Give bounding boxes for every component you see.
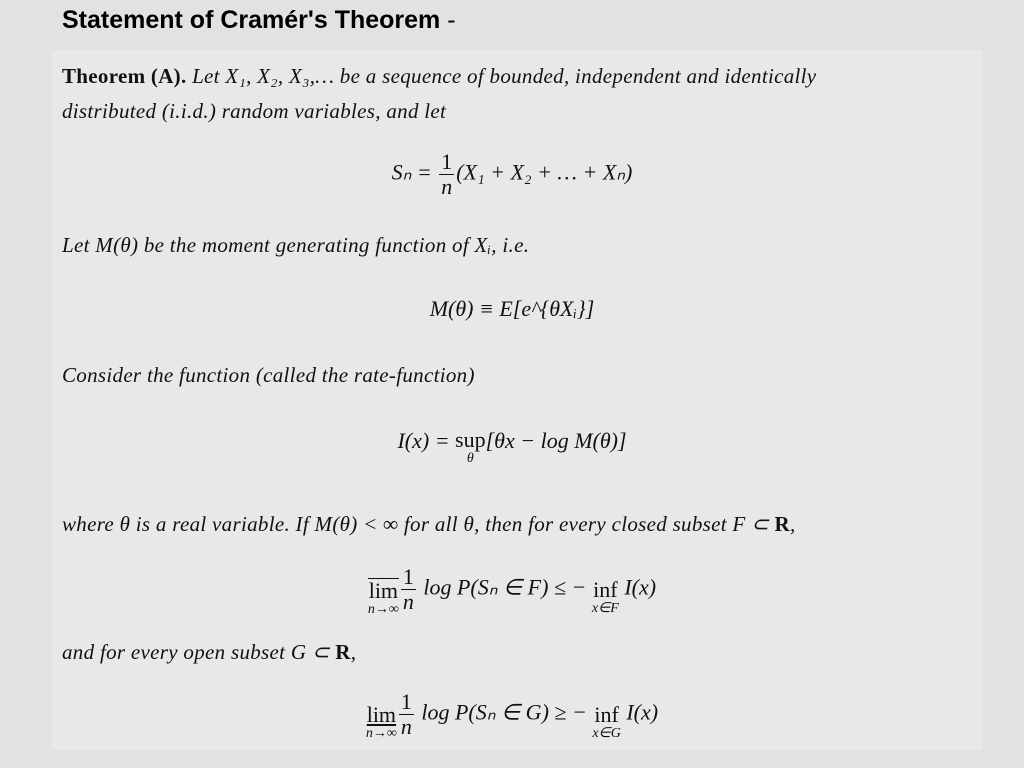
theorem-line-5-comma: , (790, 512, 796, 536)
theorem-line-4: Consider the function (called the rate-function) (62, 363, 475, 387)
equation-closed-bound (0, 565, 1024, 617)
equation-open-denominator: n (400, 714, 412, 739)
equation-closed-inf-op: inf (593, 577, 618, 602)
theorem-line-5 (62, 512, 796, 537)
equation-open-fraction (399, 690, 414, 739)
equation-closed-lim-sub: n→∞ (367, 602, 399, 617)
equation-open-right: I(x) (620, 699, 659, 725)
equation-sn-fraction (439, 150, 454, 199)
equation-open-inf-op: inf (594, 702, 619, 727)
equation-open-middle: log P(Sₙ ∈ G) ≥ − (415, 699, 593, 725)
equation-closed-denominator: n (402, 589, 414, 614)
theorem-line-5-reals: R (774, 512, 791, 536)
equation-closed-middle: log P(Sₙ ∈ F) ≤ − (417, 574, 592, 600)
equation-closed-numerator: 1 (402, 564, 414, 589)
equation-closed-inf-sub: x∈F (591, 601, 619, 616)
equation-closed-limsup (368, 565, 399, 617)
equation-open-lim-op: lim (366, 702, 397, 727)
slide-title-dash: - (447, 6, 456, 34)
equation-open-lim-sub: n→∞ (365, 726, 397, 741)
theorem-line-6-text: and for every open subset G ⊂ (62, 640, 336, 664)
equation-rate-right: [θx − log M(θ)] (485, 428, 627, 453)
equation-rate-sup-op: sup (455, 427, 486, 452)
theorem-line-1-text: Let X₁, X₂, X₃,… be a sequence of bounded, independent and identically (186, 64, 817, 88)
equation-sn-left: Sₙ = (391, 159, 438, 185)
theorem-line-6 (62, 640, 356, 665)
theorem-heading: Theorem (A). (62, 64, 187, 88)
equation-sn-right: (X₁ + X₂ + … + Xₙ) (456, 159, 633, 185)
equation-open-liminf (366, 690, 397, 741)
equation-mgf-text: M(θ) ≡ E[e^{θXᵢ}] (429, 296, 595, 321)
equation-closed-fraction (401, 565, 416, 614)
theorem-line-6-comma: , (350, 640, 357, 664)
slide-title-text: Statement of Cramér's Theorem (62, 6, 441, 34)
equation-closed-right: I(x) (618, 574, 657, 600)
equation-rate-sup (455, 428, 486, 466)
equation-mgf (0, 296, 1024, 322)
equation-open-numerator: 1 (400, 689, 412, 714)
equation-sn-numerator: 1 (441, 149, 453, 174)
theorem-line-2: distributed (i.i.d.) random variables, and let (62, 99, 447, 123)
equation-open-inf-sub: x∈G (592, 726, 621, 741)
theorem-line-6-reals: R (335, 640, 351, 664)
equation-sn-denominator: n (441, 174, 453, 199)
equation-rate-sup-sub: θ (466, 451, 474, 466)
equation-sn (0, 150, 1024, 199)
equation-open-inf (592, 690, 621, 741)
slide-title (62, 6, 456, 35)
theorem-line-3: Let M(θ) be the moment generating function of Xᵢ, i.e. (62, 233, 530, 257)
equation-closed-lim-op: lim (368, 578, 399, 603)
theorem-line-1 (62, 64, 816, 89)
equation-open-bound (0, 690, 1024, 741)
equation-rate-left: I(x) = (397, 428, 456, 453)
equation-rate-function (0, 428, 1024, 466)
theorem-line-5-text: where θ is a real variable. If M(θ) < ∞ for all θ, then for every closed subset F ⊂ (62, 512, 775, 536)
equation-closed-inf (592, 565, 619, 616)
